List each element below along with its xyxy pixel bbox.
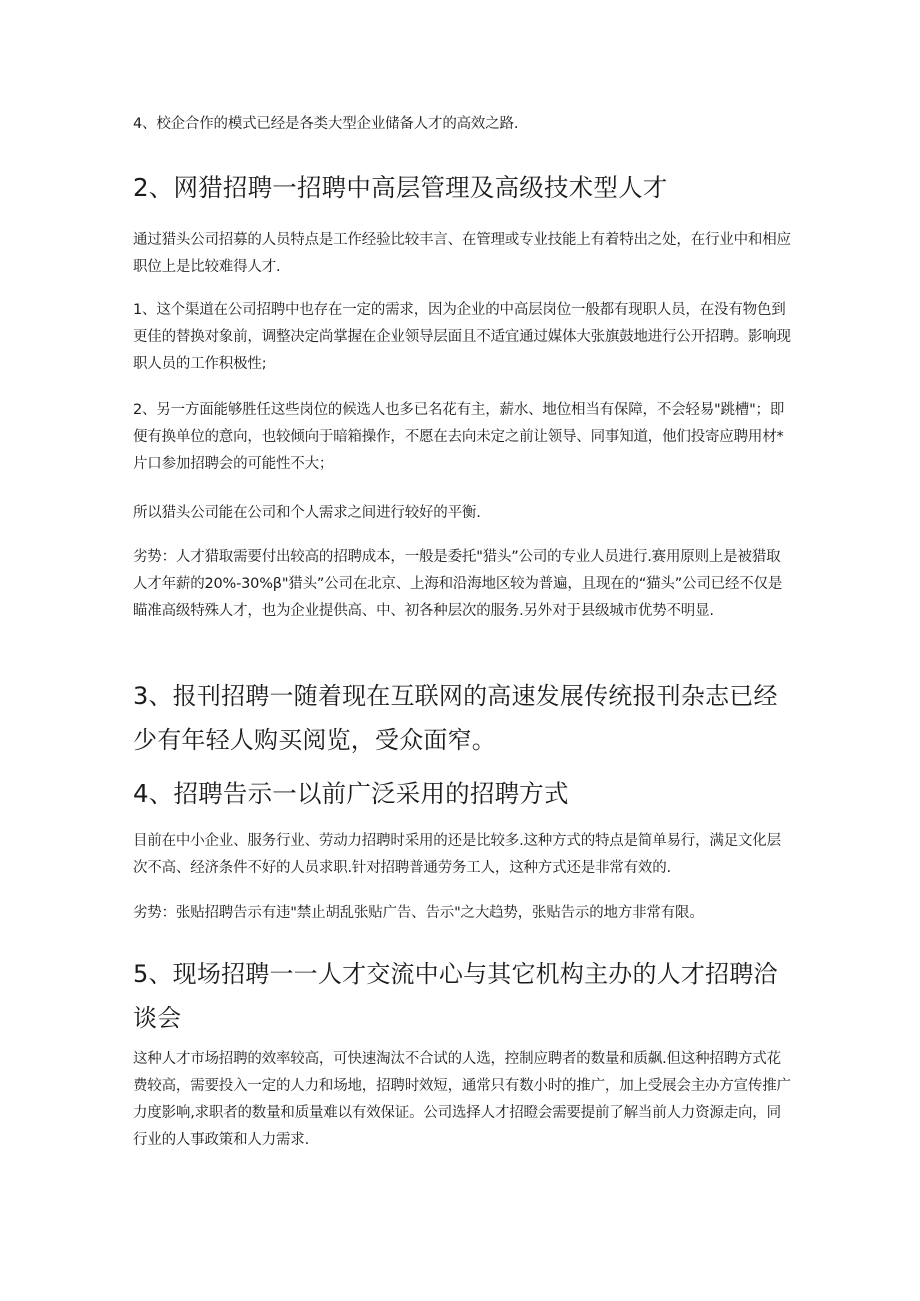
paragraph-headhunting-point-2: 2、另一方面能够胜任这些岗位的候选人也多已名花有主，薪水、地位相当有保障，不会轻易"跳槽"；即便有换单位的意向，也较倾向于暗箱操作，不愿在去向未定之前让领导、同事知道，他们投寄应聘用材*片口参加招聘会的可能性不大； bbox=[133, 402, 785, 472]
paragraph-headhunting-balance: 所以猎头公司能在公司和个人需求之间进行较好的平衡. bbox=[133, 505, 481, 521]
heading-headhunting: 2、网猎招聘一招聘中高层管理及高级技术型人才 bbox=[133, 173, 668, 202]
paragraph-notice-intro: 目前在中小企业、服务行业、劳动力招聘时采用的还是比较多.这种方式的特点是简单易行，满足文化层次不高、经济条件不好的人员求职.针对招聘普通劳务工人，这种方式还是非常有效的. bbox=[133, 833, 781, 876]
paragraph-headhunting-intro: 通过猎头公司招募的人员特点是工作经验比较丰言、在管理或专业技能上有着特出之处，在行业中和相应职位上是比较难得人才. bbox=[133, 232, 791, 275]
heading-job-fair: 5、现场招聘一一人才交流中心与其它机构主办的人才招聘洽谈会 bbox=[133, 960, 778, 1032]
paragraph-headhunting-disadvantage: 劣势：人才猎取需要付出较高的招聘成本，一般是委托"猎头”公司的专业人员进行.赛用原则上是被猎取人才年薪的20%-30%β"猎头”公司在北京、上海和沿海地区较为普遍，且现在的“猫头”公司已经不仅是瞄准高级特殊人才，也为企业提供高、中、初各种层次的服务.另外对于县级城市优势不明显. bbox=[133, 549, 783, 619]
paragraph-notice-disadvantage: 劣势：张贴招聘告示有违"禁止胡乱张贴广告、告示"之大趋势，张贴告示的地方非常有限。 bbox=[133, 905, 704, 921]
heading-newspaper: 3、报刊招聘一随着现在互联网的高速发展传统报刊杂志已经少有年轻人购买阅览，受众面窄。 bbox=[133, 682, 778, 754]
paragraph-school-enterprise: 4、校企合作的模式已经是各类大型企业储备人才的高效之路. bbox=[133, 116, 519, 132]
paragraph-job-fair: 这种人才市场招聘的效率较高，可快速淘汰不合试的人选，控制应聘者的数量和质飙.但这种招聘方式花费较高，需要投入一定的人力和场地，招聘时效短，通常只有数小时的推广，加上受展会主办方宣传推广力度影响,求职者的数量和质量难以有效保证。公司选择人才招瞪会需要提前了解当前人力资源走向，同行业的人事政策和人力需求. bbox=[133, 1051, 791, 1148]
heading-notice: 4、招聘告示一以前广泛采用的招聘方式 bbox=[133, 779, 569, 808]
paragraph-headhunting-point-1: 1、这个渠道在公司招聘中也存在一定的需求，因为企业的中高层岗位一般都有现职人员，在没有物色到更佳的替换对象前，调整决定尚掌握在企业领导层面且不适宜通过媒体大张旗鼓地进行公开招聘。影响现职人员的工作积极性; bbox=[133, 302, 791, 372]
